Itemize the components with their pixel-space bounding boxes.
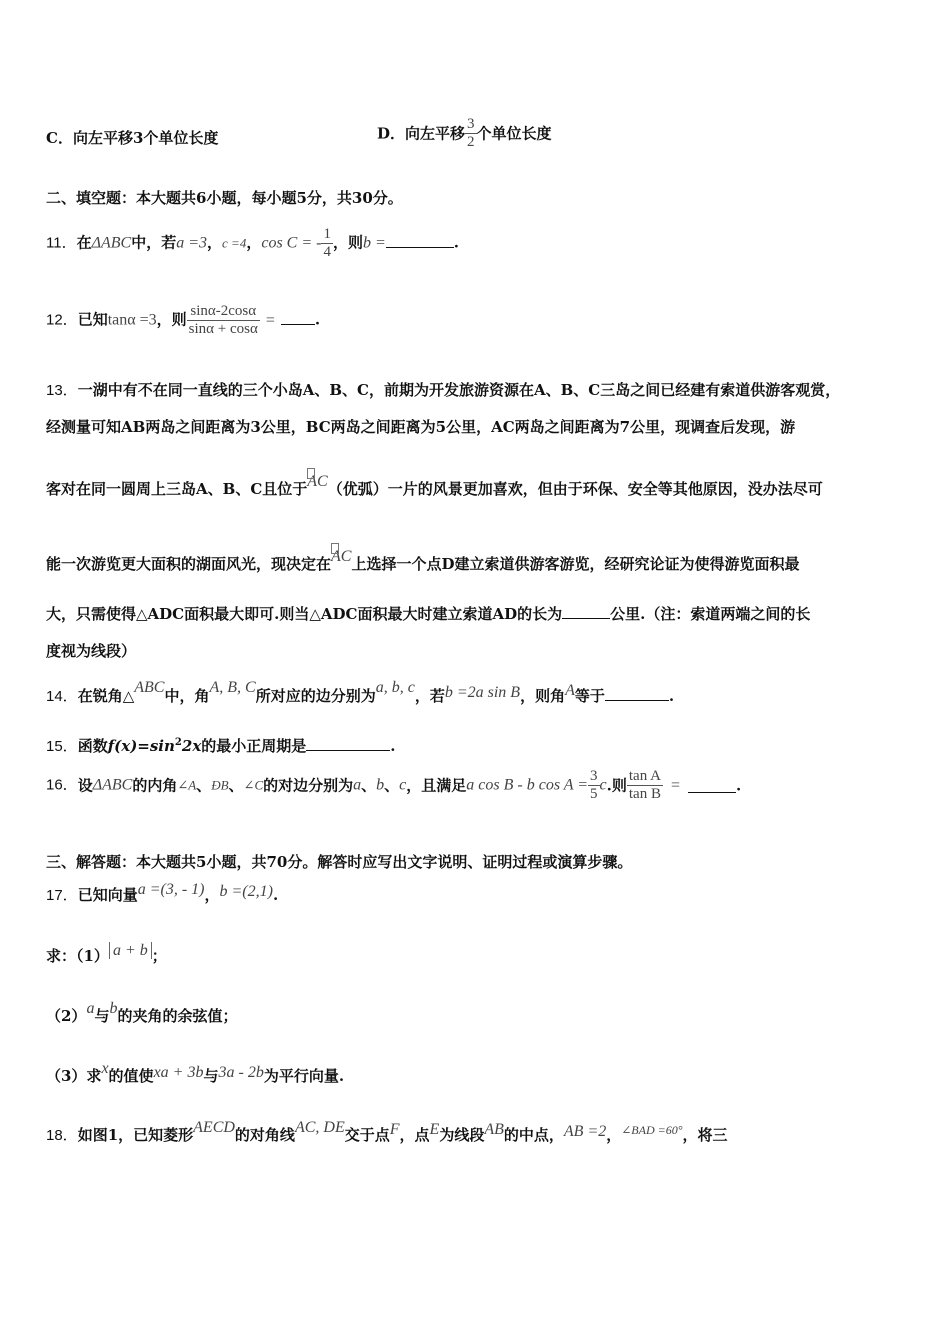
q12-fraction: $\frac{\sin\alpha-2\cos\alpha}{\sin\alpha + \cos\alpha}$ (188, 303, 258, 337)
section2-header: 二、填空题：本大题共6小题，每小题5分，共30分。 (46, 189, 403, 207)
question-13-line4: 能一次游览更大面积的湖面风光，现决定在AC上选择一个点D建立索道供游客游览，经研究论证为使得游览面积最 (46, 548, 800, 573)
option-d-fraction: $\frac{3}{2}$ (467, 116, 475, 150)
question-18: 18．如图1，已知菱形AECD的对角线AC, DE交于点F，点E为线段AB的中点，AB =2，$^{\angle BAD =60^\circ}$，将三 (46, 1119, 728, 1144)
q16-fraction-3-5: $\frac{3}{5}$ (590, 768, 598, 802)
question-17: 17．已知向量a =(3, - 1)，b =(2,1). (46, 881, 279, 904)
option-d: D．向左平移 $\frac{3}{2}$ 个单位长度 (377, 116, 552, 150)
option-c: C．向左平移3个单位长度 (46, 129, 219, 147)
question-16: 16．设ΔABC的内角∠A、ÐB、∠C的对边分别为a、b、c，且满足a cos B - b cos A = $\frac{3}{5}$ c.则 $\frac{\text{tan A}}{\text{tan B}}$ = . (46, 768, 742, 802)
q15-answer-blank[interactable] (306, 736, 390, 751)
section3-header: 三、解答题：本大题共5小题，共70分。解答时应写出文字说明、证明过程或演算步骤。 (46, 853, 633, 871)
arc-ac-icon: AC (331, 548, 352, 565)
question-15: 15．函数$f(x)=\sin^22x$的最小正周期是 . (46, 737, 396, 755)
q13-answer-blank[interactable] (562, 604, 610, 619)
question-12: 12．已知tanα =3，则 $\frac{\sin\alpha-2\cos\alpha}{\sin\alpha + \cos\alpha}$ = . (46, 303, 321, 337)
q16-fraction-tan: $\frac{\text{tan A}}{\text{tan B}}$ (628, 768, 661, 802)
q11-fraction: $\frac{1}{4}$ (323, 226, 331, 260)
question-13-line6: 度视为线段） (46, 642, 137, 660)
q14-answer-blank[interactable] (605, 686, 669, 701)
question-17-part3: （3）求x的值使xa + 3b与3a - 2b为平行向量. (46, 1060, 345, 1085)
q16-answer-blank[interactable] (688, 778, 736, 793)
q12-answer-blank[interactable] (281, 310, 315, 325)
question-13-line1: 13．一湖中有不在同一直线的三个小岛A、B、C，前期为开发旅游资源在A、B、C三岛之间已经建有索道供游客观赏， (46, 381, 841, 399)
question-17-part2: （2）a与b的夹角的余弦值； (46, 1000, 238, 1025)
question-13-line2: 经测量可知AB两岛之间距离为3公里，BC两岛之间距离为5公里，AC两岛之间距离为7公里，现调查后发现，游 (46, 418, 796, 436)
question-13-line5: 大，只需使得△ADC面积最大即可.则当△ADC面积最大时建立索道AD的长为 公里.（注：索道两端之间的长 (46, 605, 811, 623)
question-13-line3: 客对在同一圆周上三岛A、B、C且位于AC（优弧）一片的风景更加喜欢，但由于环保、安全等其他原因，没办法尽可 (46, 473, 823, 498)
question-17-part1: 求：（1） a + b ； (46, 942, 167, 965)
question-11: 11．在ΔABC中，若a =3，c =4，cos C = - $\frac{1}{4}$ ，则b = . (46, 226, 460, 260)
question-14: 14．在锐角△ABC中，角A, B, C所对应的边分别为a, b, c，若b =2a sin B，则角A等于 . (46, 679, 675, 705)
arc-ac-icon: AC (307, 473, 328, 490)
q11-answer-blank[interactable] (386, 233, 454, 248)
